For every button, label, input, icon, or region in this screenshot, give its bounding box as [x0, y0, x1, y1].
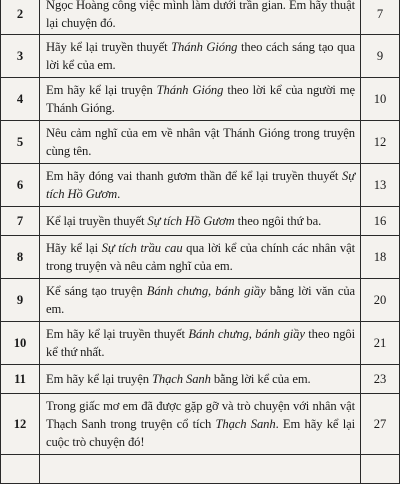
- row-page-number: 7: [361, 0, 400, 35]
- row-number: 7: [1, 207, 40, 236]
- row-page-number: 27: [361, 394, 400, 455]
- row-number: 9: [1, 279, 40, 322]
- row-page-number: 21: [361, 322, 400, 365]
- row-number: 5: [1, 121, 40, 164]
- table-row: [1, 0, 400, 35]
- row-page-number: [361, 455, 400, 484]
- row-number: 3: [1, 35, 40, 78]
- row-page-number: 23: [361, 365, 400, 394]
- table-row: [1, 207, 400, 236]
- row-title: Kể sáng tạo truyện Bánh chưng, bánh giầy bằng lời văn của em.: [40, 279, 361, 322]
- row-page-number: 13: [361, 164, 400, 207]
- row-title: Nêu cảm nghĩ của em về nhân vật Thánh Gióng trong truyện cùng tên.: [40, 121, 361, 164]
- row-title: [40, 455, 361, 484]
- table-row: [1, 455, 400, 484]
- table-row: [1, 164, 400, 207]
- row-number: 12: [1, 394, 40, 455]
- row-number: 2: [1, 0, 40, 35]
- table-row: [1, 394, 400, 455]
- table-row: [1, 279, 400, 322]
- row-number: 6: [1, 164, 40, 207]
- row-title: Em hãy đóng vai thanh gươm thần để kể lại truyền thuyết Sự tích Hồ Gươm.: [40, 164, 361, 207]
- row-title: Em hãy kể lại truyện Thạch Sanh bằng lời kể của em.: [40, 365, 361, 394]
- row-page-number: 20: [361, 279, 400, 322]
- table-row: [1, 365, 400, 394]
- table-row: [1, 35, 400, 78]
- row-title: Ngọc Hoàng công việc mình làm dưới trần gian. Em hãy thuật lại chuyện đó.: [40, 0, 361, 35]
- row-page-number: 18: [361, 236, 400, 279]
- table-row: [1, 121, 400, 164]
- row-page-number: 10: [361, 78, 400, 121]
- row-title: Kể lại truyền thuyết Sự tích Hồ Gươm theo ngôi thứ ba.: [40, 207, 361, 236]
- row-number: 10: [1, 322, 40, 365]
- row-page-number: 9: [361, 35, 400, 78]
- row-title: Hãy kể lại Sự tích trầu cau qua lời kể của chính các nhân vật trong truyện và nêu cảm nghĩ của em.: [40, 236, 361, 279]
- row-number: [1, 455, 40, 484]
- row-number: 4: [1, 78, 40, 121]
- table-row: [1, 322, 400, 365]
- table-row: [1, 78, 400, 121]
- row-title: Hãy kể lại truyền thuyết Thánh Gióng theo cách sáng tạo qua lời kể của em.: [40, 35, 361, 78]
- row-page-number: 16: [361, 207, 400, 236]
- row-title: Trong giấc mơ em đã được gặp gỡ và trò chuyện với nhân vật Thạch Sanh trong truyện cổ tích Thạch Sanh. Em hãy kể lại cuộc trò chuyện đó!: [40, 394, 361, 455]
- row-number: 8: [1, 236, 40, 279]
- table-row: [1, 236, 400, 279]
- row-title: Em hãy kể lại truyền thuyết Bánh chưng, bánh giầy theo ngôi kể thứ nhất.: [40, 322, 361, 365]
- row-page-number: 12: [361, 121, 400, 164]
- row-number: 11: [1, 365, 40, 394]
- row-title: Em hãy kể lại truyện Thánh Gióng theo lời kể của người mẹ Thánh Gióng.: [40, 78, 361, 121]
